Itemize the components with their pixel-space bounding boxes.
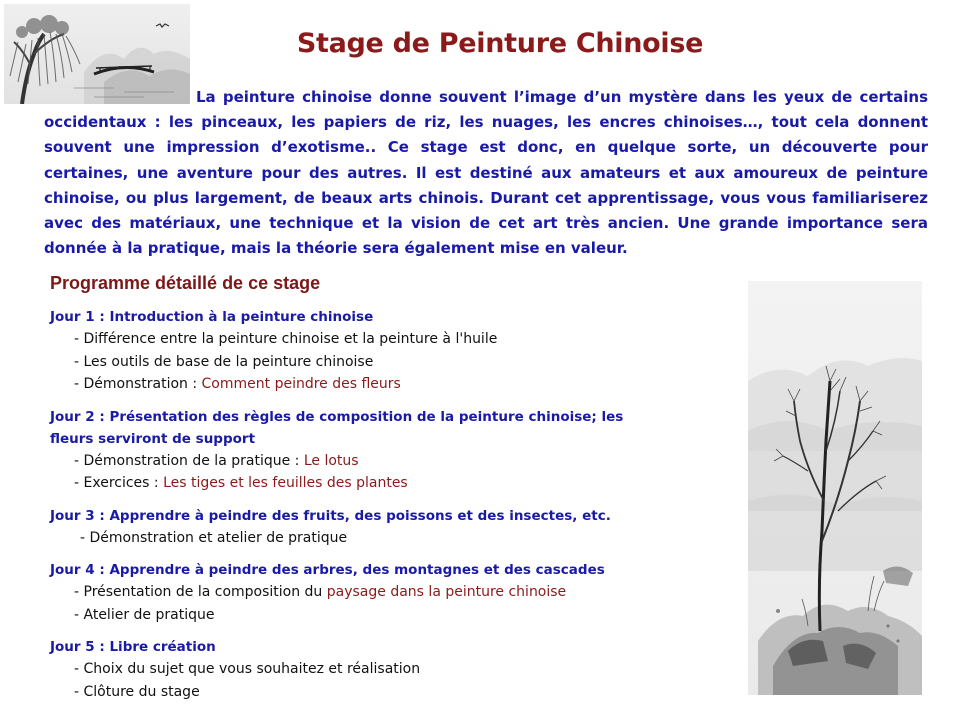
day-title: Jour 1 : Introduction à la peinture chinoise [50, 309, 374, 325]
day-4 [50, 559, 670, 626]
day-item [50, 681, 670, 704]
item-text: - Démonstration et atelier de pratique [80, 529, 348, 546]
item-highlight: paysage dans la peinture chinoise [326, 584, 567, 600]
day-3 [50, 505, 670, 550]
day-item [50, 373, 670, 396]
day-1 [50, 306, 670, 396]
day-5 [50, 636, 670, 703]
day-item [50, 604, 670, 627]
item-highlight: Comment peindre des fleurs [201, 376, 401, 392]
day-title: Jour 5 : Libre création [50, 639, 216, 655]
day-title: Jour 4 : Apprendre à peindre des arbres, des montagnes et des cascades [50, 562, 605, 578]
day-item [50, 351, 670, 374]
item-text: - Présentation de la composition du [74, 584, 327, 600]
item-highlight: Le lotus [303, 452, 359, 469]
item-text: - Les outils de base de la peinture chinoise [74, 353, 374, 370]
tree-mountain-painting [748, 281, 922, 695]
day-item [50, 527, 670, 550]
day-item [50, 450, 670, 473]
day-title: Jour 3 : Apprendre à peindre des fruits, des poissons et des insectes, etc. [50, 507, 611, 524]
item-text: - Différence entre la peinture chinoise et la peinture à l'huile [74, 331, 498, 347]
intro-paragraph [44, 85, 928, 261]
item-text: - Choix du sujet que vous souhaitez et réalisation [74, 661, 421, 677]
program-title: Programme détaillé de ce stage [50, 273, 321, 293]
item-highlight: Les tiges et les feuilles des plantes [163, 475, 408, 491]
day-title: Jour 2 : Présentation des règles de composition de la peinture chinoise; les fleurs serviront de support [50, 408, 624, 447]
day-item [50, 328, 670, 351]
day-item [50, 658, 670, 681]
item-text: - Exercices : [74, 475, 164, 491]
item-text: - Démonstration de la pratique : [74, 452, 304, 469]
day-2 [50, 406, 670, 495]
item-text: - Démonstration : [74, 376, 202, 392]
day-item [50, 581, 670, 604]
day-item [50, 472, 670, 495]
page-title: Stage de Peinture Chinoise [296, 28, 704, 59]
program-days [50, 306, 670, 713]
item-text: - Atelier de pratique [74, 606, 215, 623]
item-text: - Clôture du stage [74, 683, 200, 700]
intro-text: La peinture chinoise donne souvent l’image d’un mystère dans les yeux de certains occidentaux : les pinceaux, les papiers de riz, les nuages, les encres chinoises…, tout cela donnent souvent une impression d’exotisme.. Ce stage est donc, en quelque sorte, un découverte pour certaines, une aventure pour des autres. Il est destiné aux amateurs et aux amoureux de peinture chinoise, ou plus largement, de beaux arts chinois. Durant cet apprentissage, vous vous familiariserez avec des matériaux, une technique et la vision de cet art très ancien. Une grande importance sera donnée à la pratique, mais la théorie sera également mise en valeur. [44, 88, 928, 258]
